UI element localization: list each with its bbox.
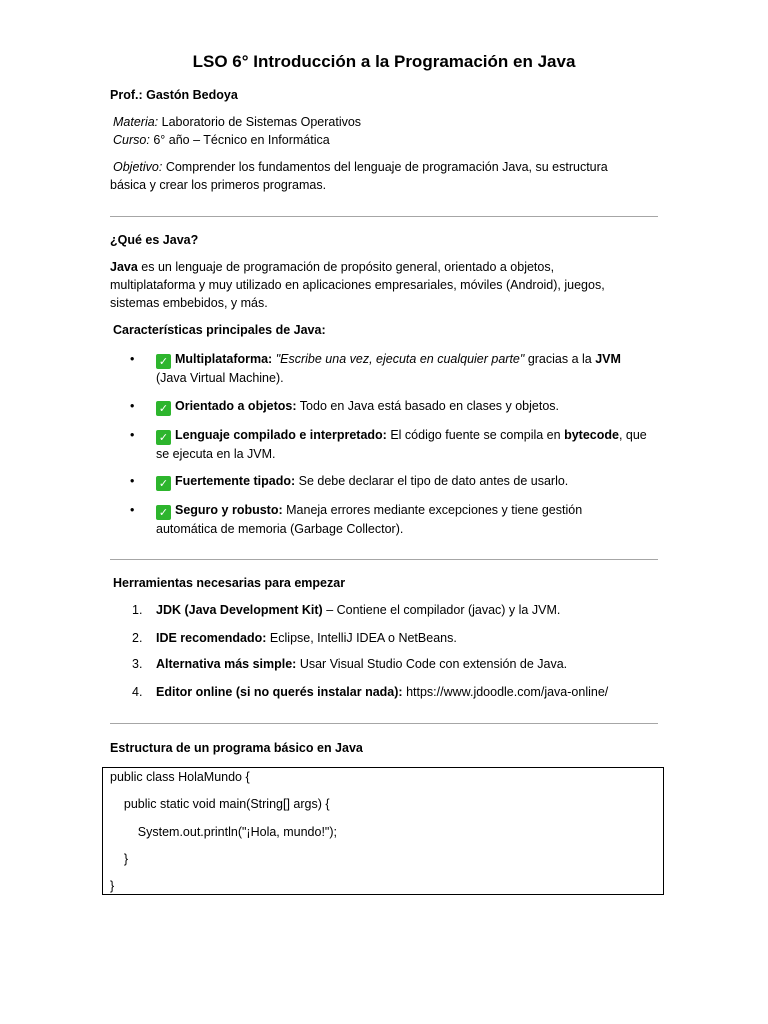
item-label: Editor online (si no querés instalar nada): [156, 685, 403, 699]
item-label: Seguro y robusto: [175, 503, 283, 517]
section-divider [110, 216, 658, 217]
item-text-tail: , que [618, 428, 647, 442]
item-text-line2: (Java Virtual Machine). [156, 371, 284, 385]
features-list-2 [130, 397, 660, 416]
code-line: public static void main(String[] args) { [110, 797, 330, 811]
features-list-3 [130, 426, 660, 463]
item-number: 2. [132, 631, 143, 645]
item-text: Se debe declarar el tipo de dato antes de usarlo. [298, 474, 569, 488]
estructura-heading: Estructura de un programa básico en Java [110, 741, 363, 755]
section-divider [110, 559, 658, 560]
caracteristicas-heading: Características principales de Java: [113, 323, 326, 337]
bullet-icon: • [130, 352, 135, 366]
item-text: – Contiene el compilador (javac) y la JVM. [326, 603, 561, 617]
section-divider [110, 723, 658, 724]
curso-label: Curso: [113, 133, 150, 147]
herramientas-heading: Herramientas necesarias para empezar [113, 576, 346, 590]
list-item [130, 426, 660, 463]
list-item [130, 501, 660, 538]
materia-label: Materia: [113, 115, 159, 129]
item-quote: "Escribe una vez, ejecuta en cualquier parte" [275, 352, 525, 366]
document-title: LSO 6° Introducción a la Programación en Java [192, 52, 576, 71]
que-es-line-1-rest: es un lenguaje de programación de propósito general, orientado a objetos, [141, 260, 555, 274]
que-es-line-3: sistemas embebidos, y más. [110, 296, 268, 310]
que-es-line-1 [110, 258, 660, 276]
materia-line [113, 113, 663, 131]
check-mark-button-icon: ✓ [156, 354, 171, 369]
list-item [130, 629, 670, 647]
professor-line: Prof.: Gastón Bedoya [110, 88, 238, 102]
item-text-line2: automática de memoria (Garbage Collector). [156, 522, 404, 536]
java-bold-word: Java [110, 260, 138, 274]
item-number: 1. [132, 603, 143, 617]
item-label: Multiplataforma: [175, 352, 273, 366]
features-list-5 [130, 501, 660, 538]
item-bold-term: bytecode [564, 428, 619, 442]
features-list-4 [130, 472, 660, 491]
item-label: Fuertemente tipado: [175, 474, 296, 488]
code-line: public class HolaMundo { [110, 770, 250, 784]
item-number: 4. [132, 685, 143, 699]
code-line: } [110, 852, 129, 866]
list-item [130, 655, 670, 673]
item-text: Todo en Java está basado en clases y objetos. [299, 399, 559, 413]
list-item [130, 683, 670, 701]
item-text: gracias a la [527, 352, 592, 366]
item-label: Lenguaje compilado e interpretado: [175, 428, 387, 442]
bullet-icon: • [130, 474, 135, 488]
bullet-icon: • [130, 503, 135, 517]
list-item [130, 397, 660, 416]
check-mark-button-icon: ✓ [156, 505, 171, 520]
item-text-line2: se ejecuta en la JVM. [156, 447, 276, 461]
bullet-icon: • [130, 428, 135, 442]
check-mark-button-icon: ✓ [156, 401, 171, 416]
que-es-line-2: multiplataforma y muy utilizado en aplicaciones empresariales, móviles (Android), juegos, [110, 278, 605, 292]
item-label: Orientado a objetos: [175, 399, 297, 413]
tools-list-3 [130, 655, 670, 673]
tools-list-4 [130, 683, 670, 701]
check-mark-button-icon: ✓ [156, 476, 171, 491]
code-line: } [110, 879, 115, 893]
check-mark-button-icon: ✓ [156, 430, 171, 445]
que-es-heading: ¿Qué es Java? [110, 233, 199, 247]
item-text: Usar Visual Studio Code con extensión de Java. [299, 657, 568, 671]
objetivo-line-1 [113, 158, 663, 176]
item-bold-term: JVM [595, 352, 621, 366]
materia-value: Laboratorio de Sistemas Operativos [161, 115, 362, 129]
item-label: Alternativa más simple: [156, 657, 297, 671]
objetivo-text: Comprender los fundamentos del lenguaje de programación Java, su estructura [165, 160, 608, 174]
tools-list [130, 601, 670, 619]
code-line: System.out.println("¡Hola, mundo!"); [110, 825, 338, 839]
objetivo-label: Objetivo: [113, 160, 163, 174]
curso-value: 6° año – Técnico en Informática [153, 133, 330, 147]
online-editor-link[interactable]: https://www.jdoodle.com/java-online/ [406, 685, 609, 699]
item-text: Maneja errores mediante excepciones y tiene gestión [286, 503, 583, 517]
features-list [130, 350, 660, 387]
tools-list-2 [130, 629, 670, 647]
list-item [130, 472, 660, 491]
bullet-icon: • [130, 399, 135, 413]
item-label: IDE recomendado: [156, 631, 267, 645]
curso-line [113, 131, 663, 149]
item-text: El código fuente se compila en [390, 428, 561, 442]
item-text: Eclipse, IntelliJ IDEA o NetBeans. [269, 631, 457, 645]
item-number: 3. [132, 657, 143, 671]
objetivo-line-2: básica y crear los primeros programas. [110, 178, 327, 192]
list-item [130, 350, 660, 387]
list-item [130, 601, 670, 619]
item-label: JDK (Java Development Kit) [156, 603, 323, 617]
code-block [102, 767, 664, 895]
